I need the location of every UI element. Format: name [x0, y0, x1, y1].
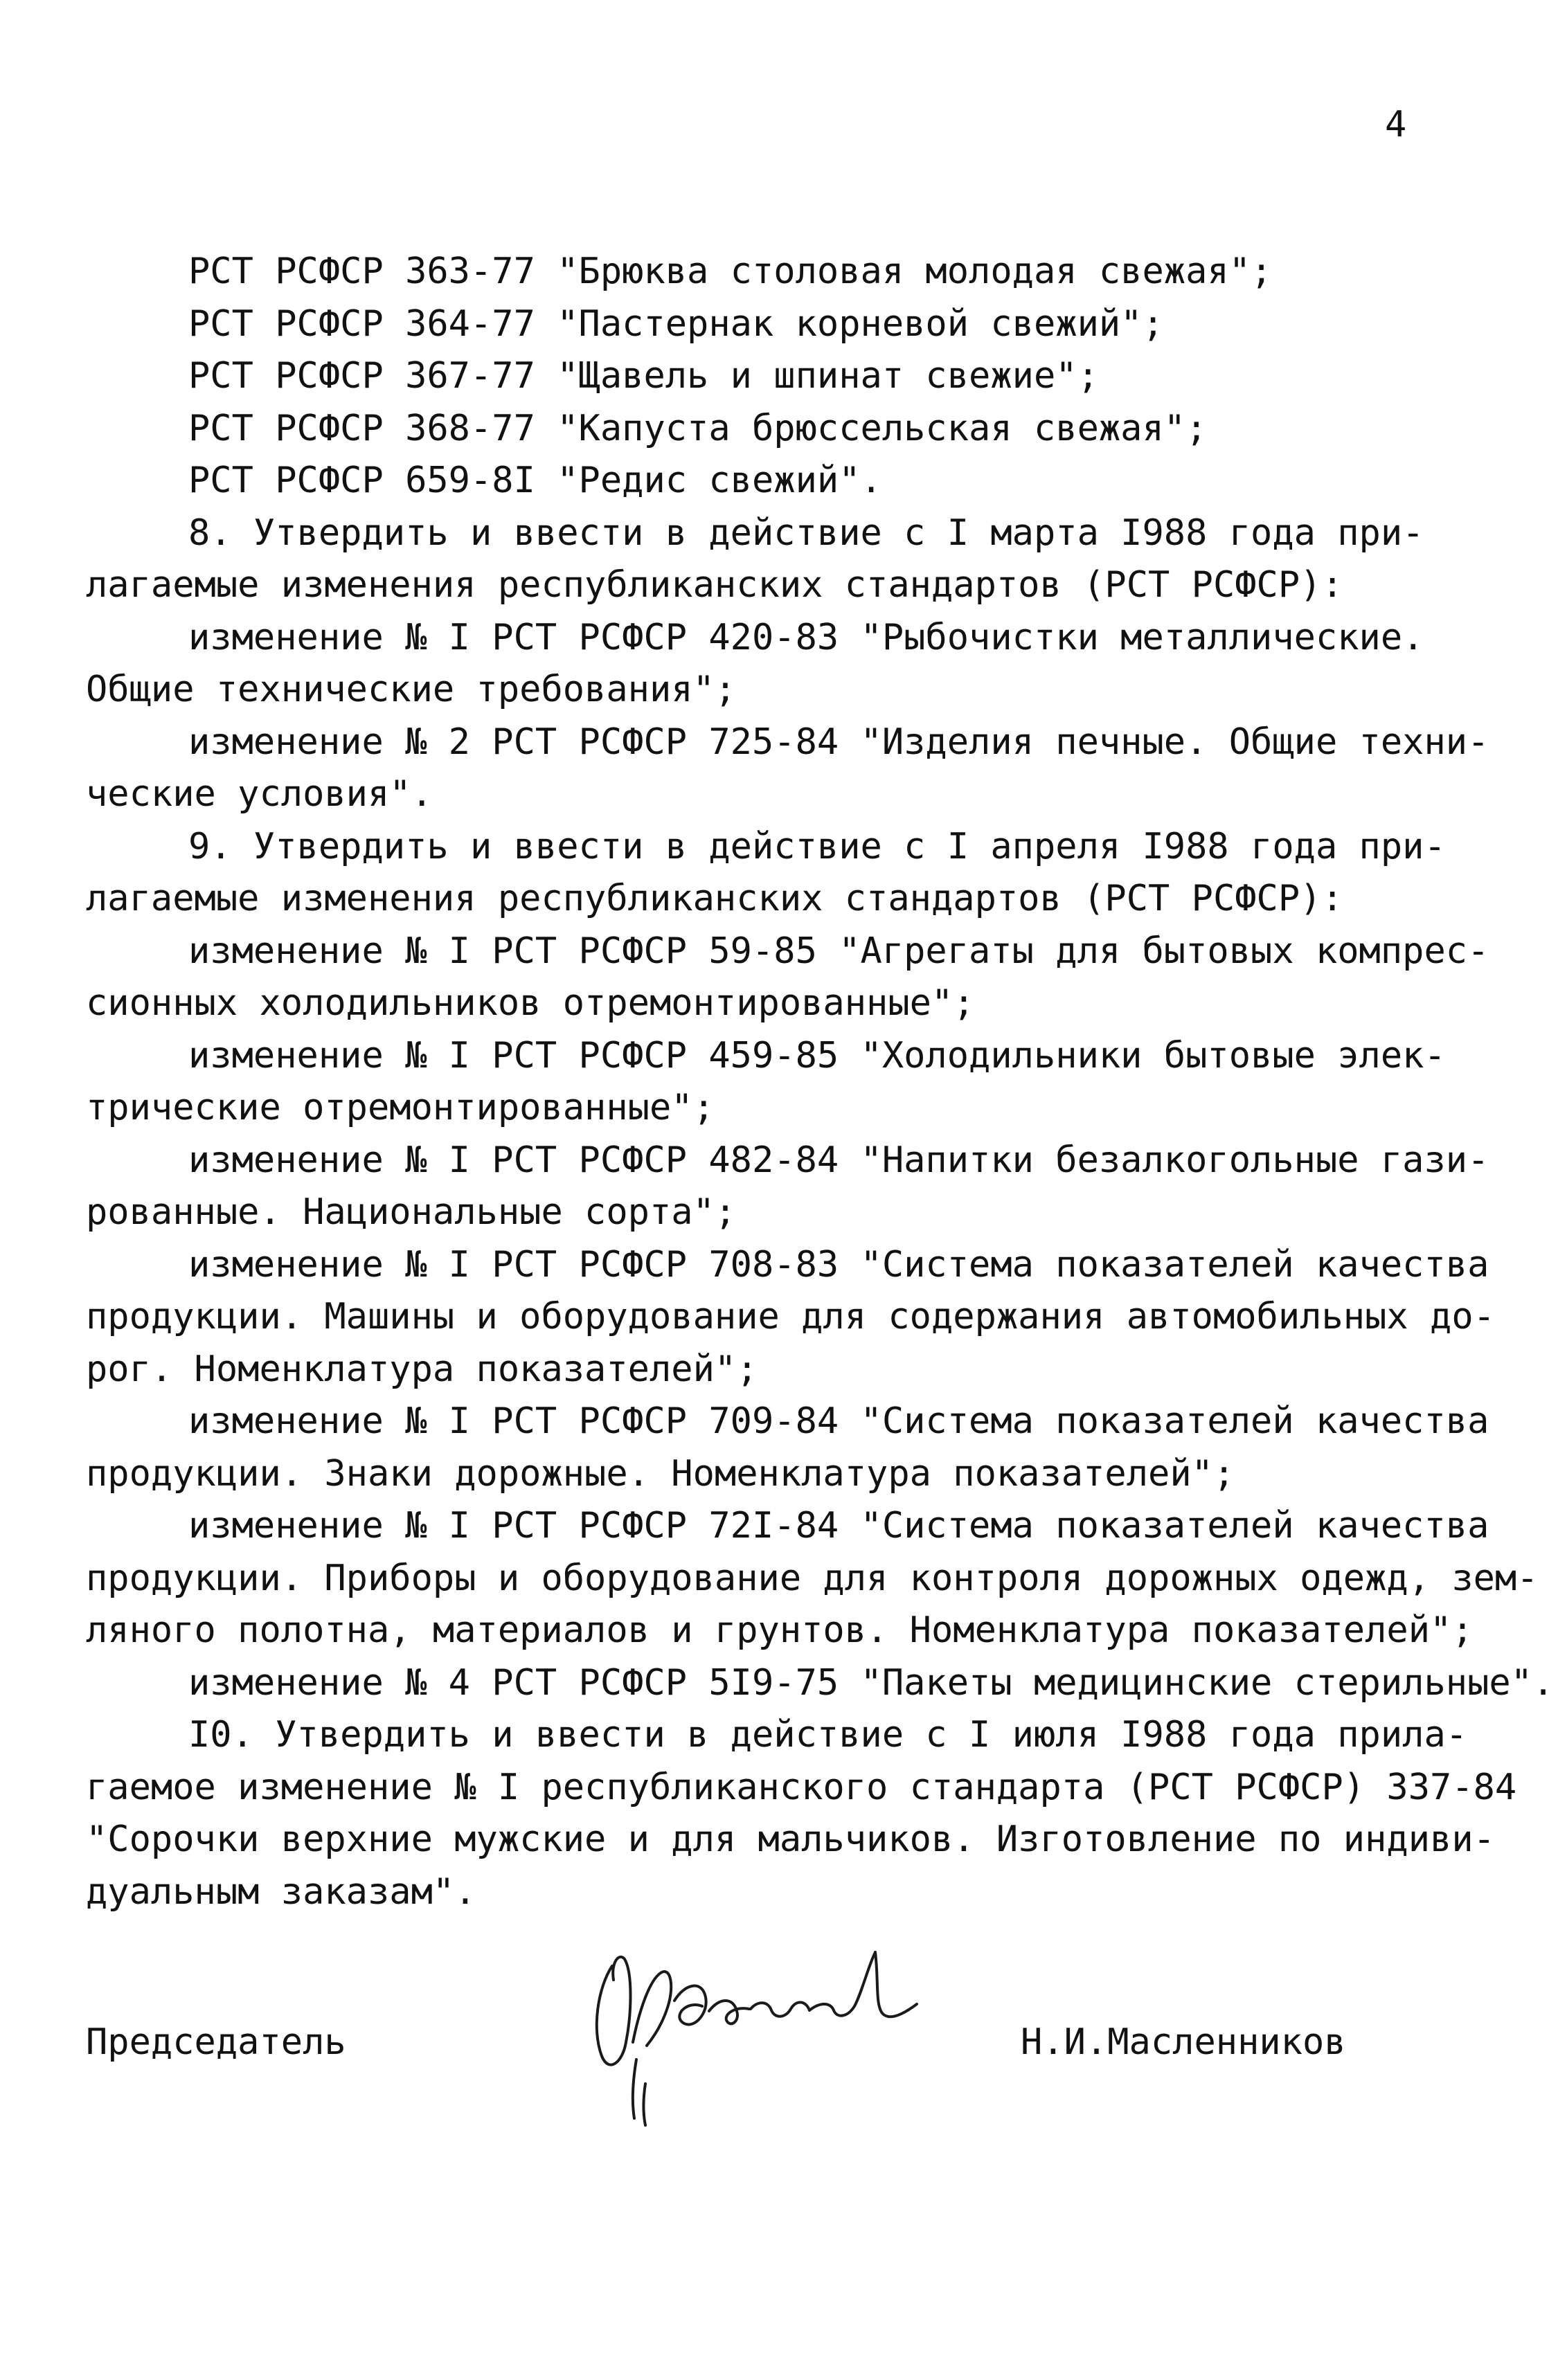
text-line: продукции. Приборы и оборудование для контроля дорожных одежд, зем- — [86, 1557, 1539, 1599]
text-line: лагаемые изменения республиканских стандартов (РСТ РСФСР): — [86, 878, 1343, 919]
text-line: РСТ РСФСР 368-77 "Капуста брюссельская свежая"; — [188, 407, 1208, 449]
text-line: продукции. Знаки дорожные. Номенклатура показателей"; — [86, 1452, 1235, 1495]
text-line: 8. Утвердить и ввести в действие с I марта I988 года при- — [188, 512, 1424, 554]
text-line: сионных холодильников отремонтированные"; — [86, 982, 975, 1024]
signature-block — [86, 1924, 1485, 2132]
text-line: РСТ РСФСР 363-77 "Брюква столовая молодая свежая"; — [188, 251, 1273, 292]
text-line: трические отремонтированные"; — [86, 1087, 715, 1128]
text-line: рованные. Национальные сорта"; — [86, 1191, 737, 1233]
text-line: изменение № 4 РСТ РСФСР 5I9-75 "Пакеты медицинские стерильные". — [188, 1661, 1555, 1704]
signatory-name: Н.И.Масленников — [1021, 2021, 1346, 2063]
handwritten-signature — [571, 1924, 958, 2132]
text-line: I0. Утвердить и ввести в действие с I июля I988 года прила- — [188, 1714, 1468, 1756]
text-line: дуальным заказам". — [86, 1870, 476, 1913]
text-line: изменение № I РСТ РСФСР 708-83 "Система показателей качества — [188, 1243, 1489, 1286]
text-line: "Сорочки верхние мужские и для мальчиков. Изготовление по индиви- — [86, 1819, 1495, 1860]
document-body — [86, 246, 1555, 1918]
text-line: ляного полотна, материалов и грунтов. Номенклатура показателей"; — [86, 1610, 1474, 1651]
text-line: изменение № I РСТ РСФСР 482-84 "Напитки безалкогольные гази- — [188, 1139, 1489, 1181]
text-line: изменение № I РСТ РСФСР 72I-84 "Система показателей качества — [188, 1505, 1489, 1547]
text-line: продукции. Машины и оборудование для содержания автомобильных до- — [86, 1296, 1495, 1337]
text-line: гаемое изменение № I республиканского стандарта (РСТ РСФСР) 337-84 — [86, 1766, 1517, 1808]
text-line: изменение № 2 РСТ РСФСР 725-84 "Изделия печные. Общие техни- — [188, 721, 1489, 763]
text-line: изменение № I РСТ РСФСР 709-84 "Система показателей качества — [188, 1400, 1489, 1442]
text-line: изменение № I РСТ РСФСР 420-83 "Рыбочистки металлические. — [188, 616, 1424, 658]
text-line: Общие технические требования"; — [86, 669, 737, 710]
text-line: РСТ РСФСР 659-8I "Редис свежий". — [188, 460, 882, 501]
signatory-title: Председатель — [86, 2021, 346, 2063]
text-line: изменение № I РСТ РСФСР 459-85 "Холодильники бытовые элек- — [188, 1034, 1446, 1076]
text-line: РСТ РСФСР 364-77 "Пастернак корневой свежий"; — [188, 303, 1164, 345]
text-line: рог. Номенклатура показателей"; — [86, 1348, 758, 1390]
text-line: изменение № I РСТ РСФСР 59-85 "Агрегаты для бытовых компрес- — [188, 930, 1489, 972]
text-line: 9. Утвердить и ввести в действие с I апреля I988 года при- — [188, 825, 1446, 867]
text-line: РСТ РСФСР 367-77 "Щавель и шпинат свежие"; — [188, 355, 1099, 397]
page-number: 4 — [1385, 104, 1407, 145]
text-line: лагаемые изменения республиканских стандартов (РСТ РСФСР): — [86, 564, 1343, 606]
text-line: ческие условия". — [86, 773, 433, 815]
